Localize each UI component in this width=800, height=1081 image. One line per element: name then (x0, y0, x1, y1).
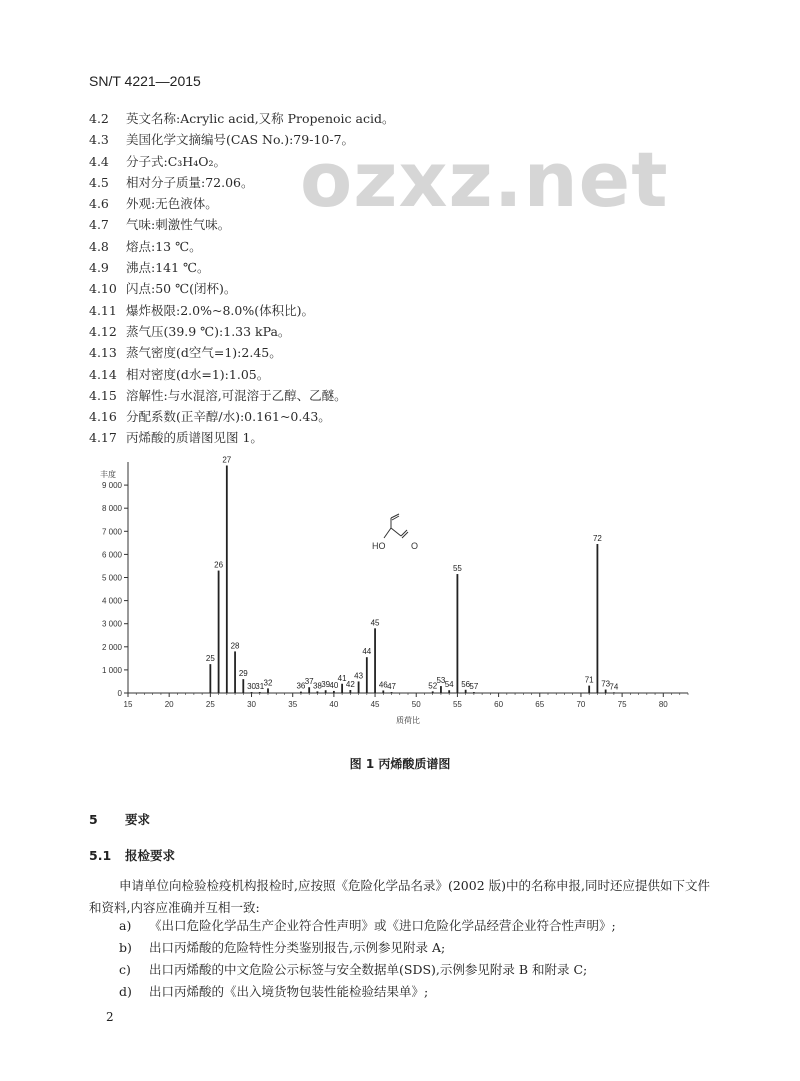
x-tick-label: 75 (617, 700, 627, 709)
x-tick-label: 35 (288, 700, 298, 709)
property-item (89, 193, 729, 214)
list-label: d) (119, 984, 132, 999)
property-text: 美国化学文摘编号(CAS No.):79-10-7。 (126, 132, 355, 148)
property-text: 英文名称:Acrylic acid,又称 Propenoic acid。 (126, 111, 395, 126)
peak-label: 71 (584, 675, 594, 685)
requirement-list (119, 915, 616, 1003)
property-number: 4.11 (89, 302, 117, 318)
property-number: 4.13 (89, 345, 117, 361)
peak-label: 53 (436, 676, 446, 686)
section-title: 要求 (125, 812, 151, 827)
property-text: 分配系数(正辛醇/水):0.161~0.43。 (126, 409, 331, 425)
acrylic-acid-structure-icon (384, 514, 408, 538)
list-item (119, 981, 616, 1003)
section-heading (89, 810, 150, 828)
x-tick-label: 65 (535, 700, 545, 709)
y-tick-label: 5 000 (101, 573, 122, 583)
property-text: 闪点:50 ℃(闭杯)。 (126, 281, 237, 297)
x-tick-label: 45 (370, 700, 380, 709)
peak-label: 42 (345, 679, 355, 689)
y-tick-label: 4 000 (101, 596, 122, 606)
x-tick-label: 50 (411, 700, 421, 709)
x-tick-label: 15 (123, 700, 133, 709)
body-paragraph (89, 875, 719, 918)
property-number: 4.14 (89, 366, 117, 382)
paragraph-text: 申请单位向检验检疫机构报检时,应按照《危险化学品名录》(2002 版)中的名称申报,同时还应提供如下文件和资料,内容应准确并互相一致: (89, 878, 710, 915)
hydroxyl-label: HO (372, 541, 386, 551)
x-tick-label: 70 (576, 700, 586, 709)
property-text: 外观:无色液体。 (126, 196, 218, 212)
property-number: 4.16 (89, 409, 117, 425)
property-item (89, 364, 729, 385)
property-item (89, 406, 729, 427)
peak-label: 30 (247, 682, 256, 692)
figure-caption: 图 1 丙烯酸质谱图 (349, 757, 451, 771)
y-tick-label: 7 000 (101, 527, 122, 537)
y-tick-label: 9 000 (101, 481, 122, 491)
property-number: 4.6 (89, 196, 109, 212)
property-number: 4.7 (89, 217, 109, 233)
property-item (89, 172, 729, 193)
peak-label: 46 (378, 680, 388, 690)
peak-label: 56 (461, 679, 471, 689)
peak-label: 38 (312, 681, 322, 691)
page-number: 2 (106, 1010, 114, 1024)
peak-label: 45 (370, 618, 380, 628)
property-number: 4.3 (89, 132, 109, 148)
peak-label: 54 (444, 680, 454, 690)
list-item (119, 959, 616, 981)
peak-label: 44 (362, 647, 372, 657)
list-label: c) (119, 962, 131, 977)
property-item (89, 236, 729, 257)
peak-label: 72 (592, 534, 602, 544)
property-list (89, 108, 729, 449)
property-text: 相对分子质量:72.06。 (126, 174, 254, 190)
list-text: 出口丙烯酸的危险特性分类鉴别报告,示例参见附录 A; (149, 940, 446, 955)
property-number: 4.10 (89, 281, 117, 297)
property-item (89, 300, 729, 321)
property-text: 爆炸极限:2.0%~8.0%(体积比)。 (126, 302, 314, 318)
property-number: 4.9 (89, 260, 109, 276)
property-text: 蒸气压(39.9 ℃):1.33 kPa。 (126, 323, 291, 339)
list-label: a) (119, 918, 132, 933)
property-text: 相对密度(d水=1):1.05。 (126, 366, 270, 382)
peak-label: 74 (609, 682, 619, 692)
subsection-heading (89, 846, 175, 864)
subsection-title: 报检要求 (125, 848, 176, 863)
y-tick-label: 1 000 (101, 665, 122, 675)
property-text: 分子式:C₃H₄O₂。 (126, 153, 226, 169)
peak-label: 37 (304, 677, 314, 687)
list-text: 出口丙烯酸的中文危险公示标签与安全数据单(SDS),示例参见附录 B 和附录 C; (149, 962, 588, 977)
peak-label: 31 (255, 682, 265, 692)
property-text: 丙烯酸的质谱图见图 1。 (126, 430, 263, 446)
peak-label: 41 (337, 673, 347, 683)
standard-code-header: SN/T 4221—2015 (89, 73, 201, 89)
subsection-number: 5.1 (89, 848, 112, 863)
y-tick-label: 8 000 (101, 504, 122, 514)
x-tick-label: 55 (452, 700, 462, 709)
property-text: 气味:刺激性气味。 (126, 217, 231, 233)
property-item (89, 257, 729, 278)
x-tick-label: 30 (247, 700, 256, 709)
property-item (89, 278, 729, 299)
watermark: ozxz.net (300, 135, 669, 224)
y-tick-label: 6 000 (101, 550, 122, 560)
property-item (89, 385, 729, 406)
x-tick-label: 40 (329, 700, 339, 709)
property-item (89, 321, 729, 342)
peak-label: 55 (452, 564, 462, 574)
list-item (119, 937, 616, 959)
peak-label: 32 (263, 678, 273, 688)
peak-label: 52 (428, 681, 438, 691)
x-tick-label: 80 (658, 700, 668, 709)
property-number: 4.8 (89, 238, 109, 254)
property-number: 4.5 (89, 174, 109, 190)
peak-label: 57 (469, 682, 479, 692)
y-tick-label: 3 000 (101, 619, 122, 629)
property-item (89, 342, 729, 363)
property-text: 蒸气密度(d空气=1):2.45。 (126, 345, 282, 361)
peak-label: 26 (214, 560, 224, 570)
x-tick-label: 20 (164, 700, 174, 709)
peak-label: 27 (222, 455, 232, 465)
property-item (89, 427, 729, 448)
peak-label: 36 (296, 681, 306, 691)
list-text: 《出口危险化学品生产企业符合性声明》或《进口危险化学品经营企业符合性声明》; (149, 918, 616, 933)
property-item (89, 151, 729, 172)
x-tick-label: 25 (205, 700, 215, 709)
peak-label: 47 (387, 682, 396, 692)
peak-label: 73 (601, 679, 611, 689)
property-item (89, 214, 729, 235)
x-tick-label: 60 (494, 700, 504, 709)
peak-label: 29 (238, 669, 248, 679)
y-tick-label: 2 000 (101, 642, 122, 652)
property-text: 沸点:141 ℃。 (126, 260, 210, 276)
property-number: 4.2 (89, 111, 109, 126)
property-number: 4.15 (89, 387, 117, 403)
property-item (89, 129, 729, 150)
peak-label: 43 (354, 671, 364, 681)
peak-label: 28 (230, 641, 240, 651)
list-item (119, 915, 616, 937)
property-text: 溶解性:与水混溶,可混溶于乙醇、乙醚。 (126, 387, 347, 403)
peak-label: 25 (205, 654, 215, 664)
property-number: 4.17 (89, 430, 117, 446)
mass-spectrum-chart (88, 452, 708, 737)
list-label: b) (119, 940, 132, 955)
peak-label: 40 (329, 680, 339, 690)
property-number: 4.4 (89, 153, 109, 169)
section-number: 5 (89, 812, 98, 827)
carbonyl-label: O (411, 541, 419, 551)
x-axis-title: 质荷比 (396, 716, 420, 725)
property-item (89, 108, 729, 129)
y-axis-title: 丰度 (100, 470, 116, 479)
property-number: 4.12 (89, 323, 117, 339)
y-tick-label: 0 (117, 689, 122, 698)
list-text: 出口丙烯酸的《出入境货物包装性能检验结果单》; (149, 984, 429, 999)
peak-label: 39 (321, 680, 331, 690)
property-text: 熔点:13 ℃。 (126, 238, 202, 254)
